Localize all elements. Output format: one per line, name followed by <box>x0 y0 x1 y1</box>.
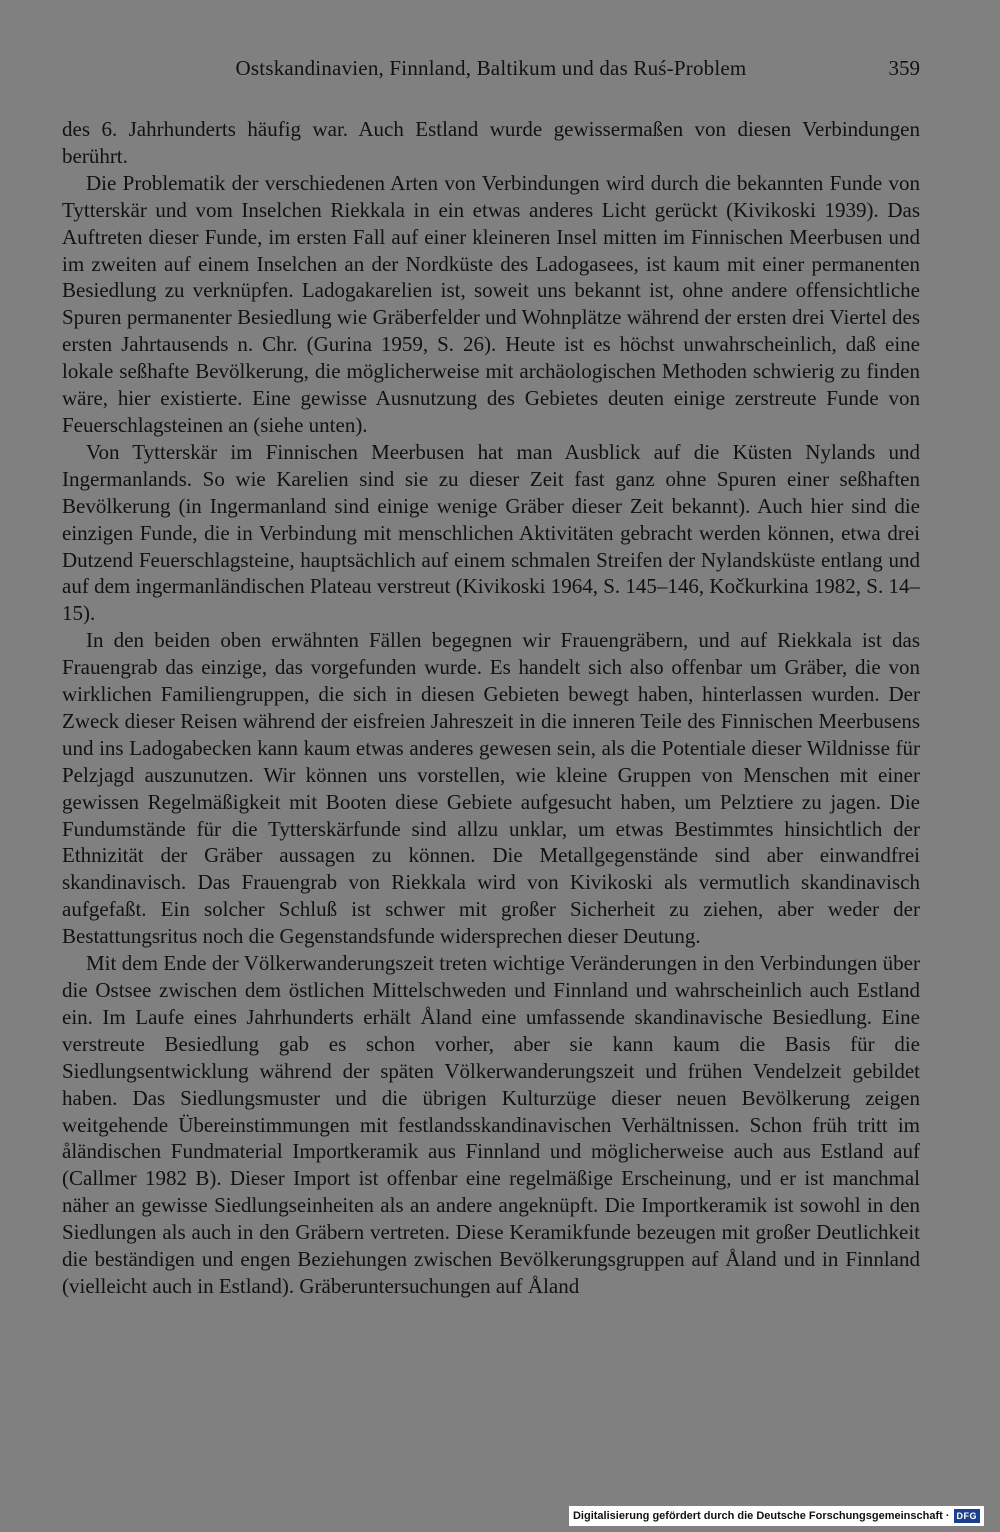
dfg-logo-icon: DFG <box>954 1509 981 1523</box>
paragraph-continuation: des 6. Jahrhunderts häufig war. Auch Estland wurde gewissermaßen von diesen Verbindungen berührt. <box>62 117 920 168</box>
body-text <box>62 116 920 1300</box>
paragraph: Die Problematik der verschiedenen Arten von Verbindungen wird durch die bekannten Funde von Tytterskär und vom Inselchen Riekkala in ein etwas anderes Licht gerückt (Kivikoski 1939). Das Auftreten dieser Funde, im ersten Fall auf einer kleineren Insel mitten im Finnischen Meerbusen und im zweiten auf einem Inselchen an der Nordküste des Ladogasees, ist kaum mit einer permanenten Besiedlung zu verknüpfen. Ladogakarelien ist, soweit uns bekannt ist, ohne andere offensichtliche Spuren permanenter Besiedlung wie Gräberfelder und Wohnplätze während der ersten drei Viertel des ersten Jahrtausends n. Chr. (Gurina 1959, S. 26). Heute ist es höchst unwahrscheinlich, daß eine lokale seßhafte Bevölkerung, die möglicherweise mit archäologischen Methoden schwierig zu finden wäre, hier existierte. Eine gewisse Ausnutzung des Gebietes deuten einige zerstreute Funde von Feuerschlagsteinen an (siehe unten). <box>62 170 920 437</box>
paragraph: Mit dem Ende der Völkerwanderungszeit treten wichtige Veränderungen in den Verbindungen über die Ostsee zwischen dem östlichen Mittelschweden und Finnland und wahrscheinlich auch Estland ein. Im Laufe eines Jahrhunderts erhält Åland eine umfassende skandinavische Besiedlung. Eine verstreute Besiedlung gab es schon vorher, aber sie kann kaum die Basis für die Siedlungsentwicklung während der späten Völkerwanderungszeit und frühen Vendelzeit gebildet haben. Das Siedlungsmuster und die übrigen Kulturzüge dieser neuen Bevölkerung zeigen weitgehende Übereinstimmungen mit festlandsskandinavischen Verhältnissen. Schon früh tritt im åländischen Fundmaterial Importkeramik aus Finnland und möglicherweise auch aus Estland auf (Callmer 1982 B). Dieser Import ist offenbar eine regelmäßige Erscheinung, und er ist manchmal näher an gewisse Siedlungseinheiten als an andere angeknüpft. Die Importkeramik ist sowohl in den Siedlungen als auch in den Gräbern vertreten. Diese Keramikfunde bezeugen mit großer Deutlichkeit die beständigen und engen Beziehungen zwischen Bevölkerungsgruppen auf Åland und in Finnland (vielleicht auch in Estland). Gräberuntersuchungen auf Åland <box>62 951 920 1298</box>
footer-credit-text: Digitalisierung gefördert durch die Deutsche Forschungsgemeinschaft · <box>572 1510 950 1522</box>
paragraph: Von Tytterskär im Finnischen Meerbusen hat man Ausblick auf die Küsten Nylands und Ingermanlands. So wie Karelien sind sie zu dieser Zeit fast ganz ohne Spuren einer seßhaften Bevölkerung (in Ingermanland sind einige wenige Gräber dieser Zeit bekannt). Auch hier sind die einzigen Funde, die in Verbindung mit menschlichen Aktivitäten gebracht werden können, etwa drei Dutzend Feuerschlagsteine, hauptsächlich auf einem schmalen Streifen der Nylandsküste entlang und auf dem ingermanländischen Plateau verstreut (Kivikoski 1964, S. 145–146, Kočkurkina 1982, S. 14–15). <box>62 439 920 626</box>
digitization-footer <box>569 1506 984 1526</box>
paragraph: In den beiden oben erwähnten Fällen begegnen wir Frauengräbern, und auf Riekkala ist das Frauengrab das einzige, das vorgefunden wurde. Es handelt sich also offenbar um Gräber, die von wirklichen Familiengruppen, die sich in diesen Gebieten bewegt haben, hinterlassen wurden. Der Zweck dieser Reisen während der eisfreien Jahreszeit in die inneren Teile des Finnischen Meerbusens und ins Ladogabecken kann kaum etwas anderes gewesen sein, als die Potentiale dieser Wildnisse für Pelzjagd auszunutzen. Wir können uns vorstellen, wie kleine Gruppen von Menschen mit einer gewissen Regelmäßigkeit mit Booten diese Gebiete aufgesucht haben, um Pelztiere zu jagen. Die Fundumstände für die Tytterskärfunde sind allzu unklar, um etwas Bestimmtes hinsichtlich der Ethnizität der Gräber aussagen zu können. Die Metallgegenstände sind aber einwandfrei skandinavisch. Das Frauengrab von Riekkala wird von Kivikoski als vermutlich skandinavisch aufgefaßt. Ein solcher Schluß ist schwer mit großer Sicherheit zu ziehen, aber weder der Bestattungsritus noch die Gegenstandsfunde widersprechen dieser Deutung. <box>62 628 920 949</box>
page-number: 359 <box>888 56 920 80</box>
running-title: Ostskandinavien, Finnland, Baltikum und das Ruś-Problem <box>235 56 747 80</box>
running-head <box>62 56 920 86</box>
